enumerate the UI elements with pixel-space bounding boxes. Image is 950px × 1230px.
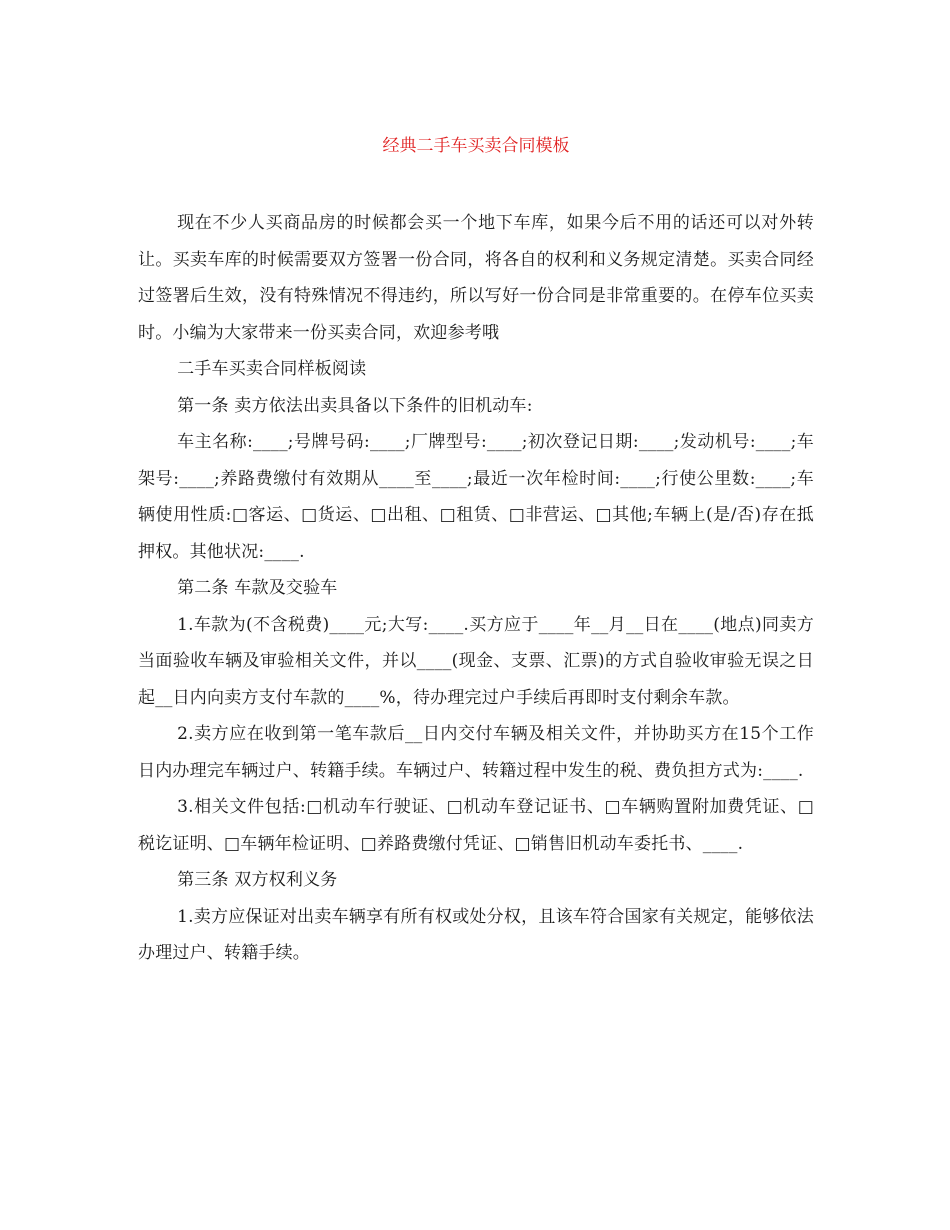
article-2-clause-3: 3.相关文件包括:□机动车行驶证、□机动车登记证书、□车辆购置附加费凭证、□税讫证明、□车辆年检证明、□养路费缴付凭证、□销售旧机动车委托书、____.	[138, 797, 814, 854]
article-2-clause-2: 2.卖方应在收到第一笔车款后__日内交付车辆及相关文件，并协助买方在15个工作日内办理完车辆过户、转籍手续。车辆过户、转籍过程中发生的税、费负担方式为:____.	[138, 724, 814, 781]
document-body	[138, 205, 814, 972]
article-1-vehicle-info: 车主名称:____;号牌号码:____;厂牌型号:____;初次登记日期:____;发动机号:____;车架号:____;养路费缴付有效期从____至____;最近一次年检时间:____;行使公里数:____;车辆使用性质:□客运、□货运、□出租、□租赁、□非营运、□其他;车辆上(是/否)存在抵押权。其他状况:____.	[138, 432, 814, 562]
intro-paragraph: 现在不少人买商品房的时候都会买一个地下车库，如果今后不用的话还可以对外转让。买卖车库的时候需要双方签署一份合同，将各自的权利和义务规定清楚。买卖合同经过签署后生效，没有特殊情况不得违约，所以写好一份合同是非常重要的。在停车位买卖时。小编为大家带来一份买卖合同，欢迎参考哦	[138, 213, 814, 343]
article-2-heading: 第二条 车款及交验车	[177, 578, 338, 598]
article-1-heading: 第一条 卖方依法出卖具备以下条件的旧机动车:	[177, 395, 533, 416]
article-2-clause-1: 1.车款为(不含税费)____元;大写:____.买方应于____年__月__日在____(地点)同卖方当面验收车辆及审验相关文件，并以____(现金、支票、汇票)的方式自验收审验无误之日起__日内向卖方支付车款的____%，待办理完过户手续后再即时支付剩余车款。	[138, 614, 814, 708]
document-title: 经典二手车买卖合同模板	[382, 136, 570, 156]
article-3-heading: 第三条 双方权利义务	[177, 870, 338, 890]
article-3-clause-1: 1.卖方应保证对出卖车辆享有所有权或处分权，且该车符合国家有关规定，能够依法办理过户、转籍手续。	[138, 906, 814, 963]
section-heading: 二手车买卖合同样板阅读	[177, 359, 367, 379]
